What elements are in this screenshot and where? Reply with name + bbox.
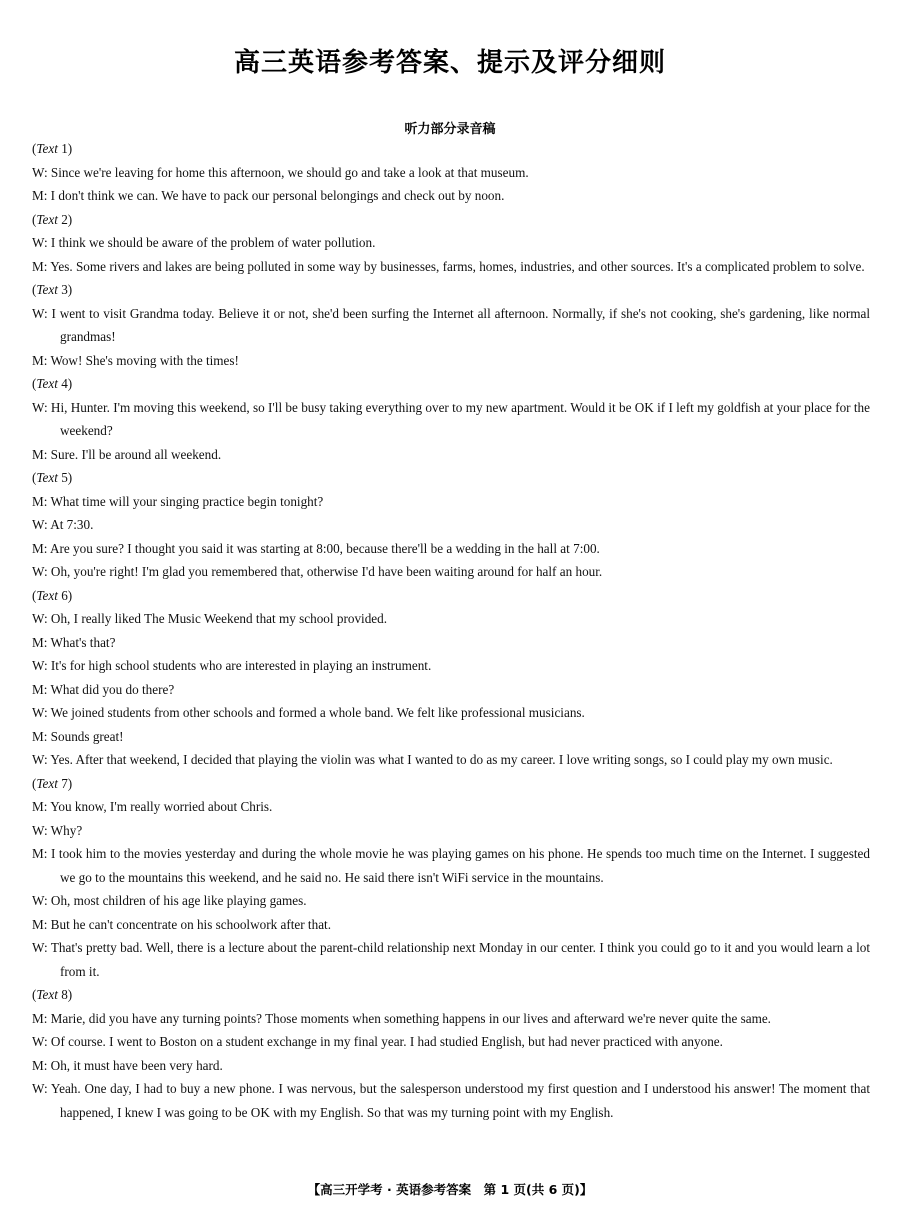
dialogue-line: W: That's pretty bad. Well, there is a lecture about the parent-child relationship next Monday in our center. I think you could go to it and you would learn a lot from it. bbox=[32, 940, 870, 979]
dialogue-line: W: Why? bbox=[32, 822, 83, 838]
page-footer: 【高三开学考 · 英语参考答案 第 1 页(共 6 页)】 bbox=[307, 1182, 593, 1197]
dialogue-line: M: Are you sure? I thought you said it was starting at 8:00, because there'll be a wedding in the hall at 7:00. bbox=[32, 540, 600, 556]
dialogue-line: M: Marie, did you have any turning points? Those moments when something happens in our lives and afterward we're never quite the same. bbox=[32, 1010, 771, 1026]
dialogue-line: M: What's that? bbox=[32, 634, 116, 650]
page-title: 高三英语参考答案、提示及评分细则 bbox=[233, 48, 666, 78]
dialogue-line: W: Oh, you're right! I'm glad you remembered that, otherwise I'd have been waiting around for half an hour. bbox=[32, 564, 603, 579]
dialogue-line: W: It's for high school students who are interested in playing an instrument. bbox=[32, 658, 432, 673]
text-label: (Text 8) bbox=[32, 987, 73, 1002]
dialogue-line: M: Sure. I'll be around all weekend. bbox=[32, 446, 222, 462]
text-label: (Text 7) bbox=[32, 775, 73, 791]
dialogue-line: W: Of course. I went to Boston on a student exchange in my final year. I had studied English, but had never practiced with anyone. bbox=[32, 1034, 723, 1049]
text-label: (Text 1) bbox=[32, 141, 73, 156]
dialogue-line: M: Yes. Some rivers and lakes are being polluted in some way by businesses, farms, homes, industries, and other sources. It's a complicated problem to solve. bbox=[32, 258, 865, 274]
text-label: (Text 6) bbox=[32, 587, 73, 603]
dialogue-line: M: I don't think we can. We have to pack our personal belongings and check out by noon. bbox=[32, 188, 505, 203]
dialogue-line: W: At 7:30. bbox=[32, 517, 94, 532]
dialogue-line: M: What time will your singing practice begin tonight? bbox=[32, 493, 324, 509]
dialogue-line: M: I took him to the movies yesterday and during the whole movie he was playing games on his phone. He spends too much time on the Internet. I suggested we go to the mountains this weekend, and he said no. He said there isn't WiFi service in the mountains. bbox=[32, 846, 870, 885]
dialogue-line: M: Sounds great! bbox=[32, 728, 124, 744]
dialogue-line: W: Yeah. One day, I had to buy a new phone. I was nervous, but the salesperson understood my first question and I understood his answer! The moment that happened, I knew I was going to be OK with my English. So that was my turning point with my English. bbox=[32, 1081, 870, 1120]
text-label: (Text 2) bbox=[32, 211, 73, 227]
dialogue-line: M: What did you do there? bbox=[32, 681, 175, 697]
dialogue-line: W: We joined students from other schools and formed a whole band. We felt like professional musicians. bbox=[32, 705, 585, 720]
dialogue-line: W: I think we should be aware of the problem of water pollution. bbox=[32, 235, 376, 250]
dialogue-line: W: Since we're leaving for home this afternoon, we should go and take a look at that museum. bbox=[32, 164, 529, 180]
dialogue-line: W: Yes. After that weekend, I decided that playing the violin was what I wanted to do as my career. I love writing songs, so I could play my own music. bbox=[32, 752, 833, 767]
dialogue-line: M: You know, I'm really worried about Chris. bbox=[32, 799, 273, 814]
text-label: (Text 5) bbox=[32, 470, 73, 485]
dialogue-line: M: Wow! She's moving with the times! bbox=[32, 352, 239, 368]
transcript-body bbox=[32, 137, 870, 1124]
dialogue-line: W: Hi, Hunter. I'm moving this weekend, so I'll be busy taking everything over to my new apartment. Would it be OK if I left my goldfish at your place for the weekend? bbox=[32, 399, 870, 438]
dialogue-line: M: Oh, it must have been very hard. bbox=[32, 1057, 223, 1073]
dialogue-line: W: I went to visit Grandma today. Believe it or not, she'd been surfing the Internet all afternoon. Normally, if she's not cooking, she's gardening, like normal grandmas! bbox=[32, 305, 870, 344]
dialogue-line: W: Oh, most children of his age like playing games. bbox=[32, 893, 307, 908]
text-label: (Text 3) bbox=[32, 282, 73, 297]
section-title: 听力部分录音稿 bbox=[404, 122, 496, 137]
text-label: (Text 4) bbox=[32, 376, 73, 391]
dialogue-line: W: Oh, I really liked The Music Weekend that my school provided. bbox=[32, 611, 388, 626]
dialogue-line: M: But he can't concentrate on his schoolwork after that. bbox=[32, 916, 332, 932]
